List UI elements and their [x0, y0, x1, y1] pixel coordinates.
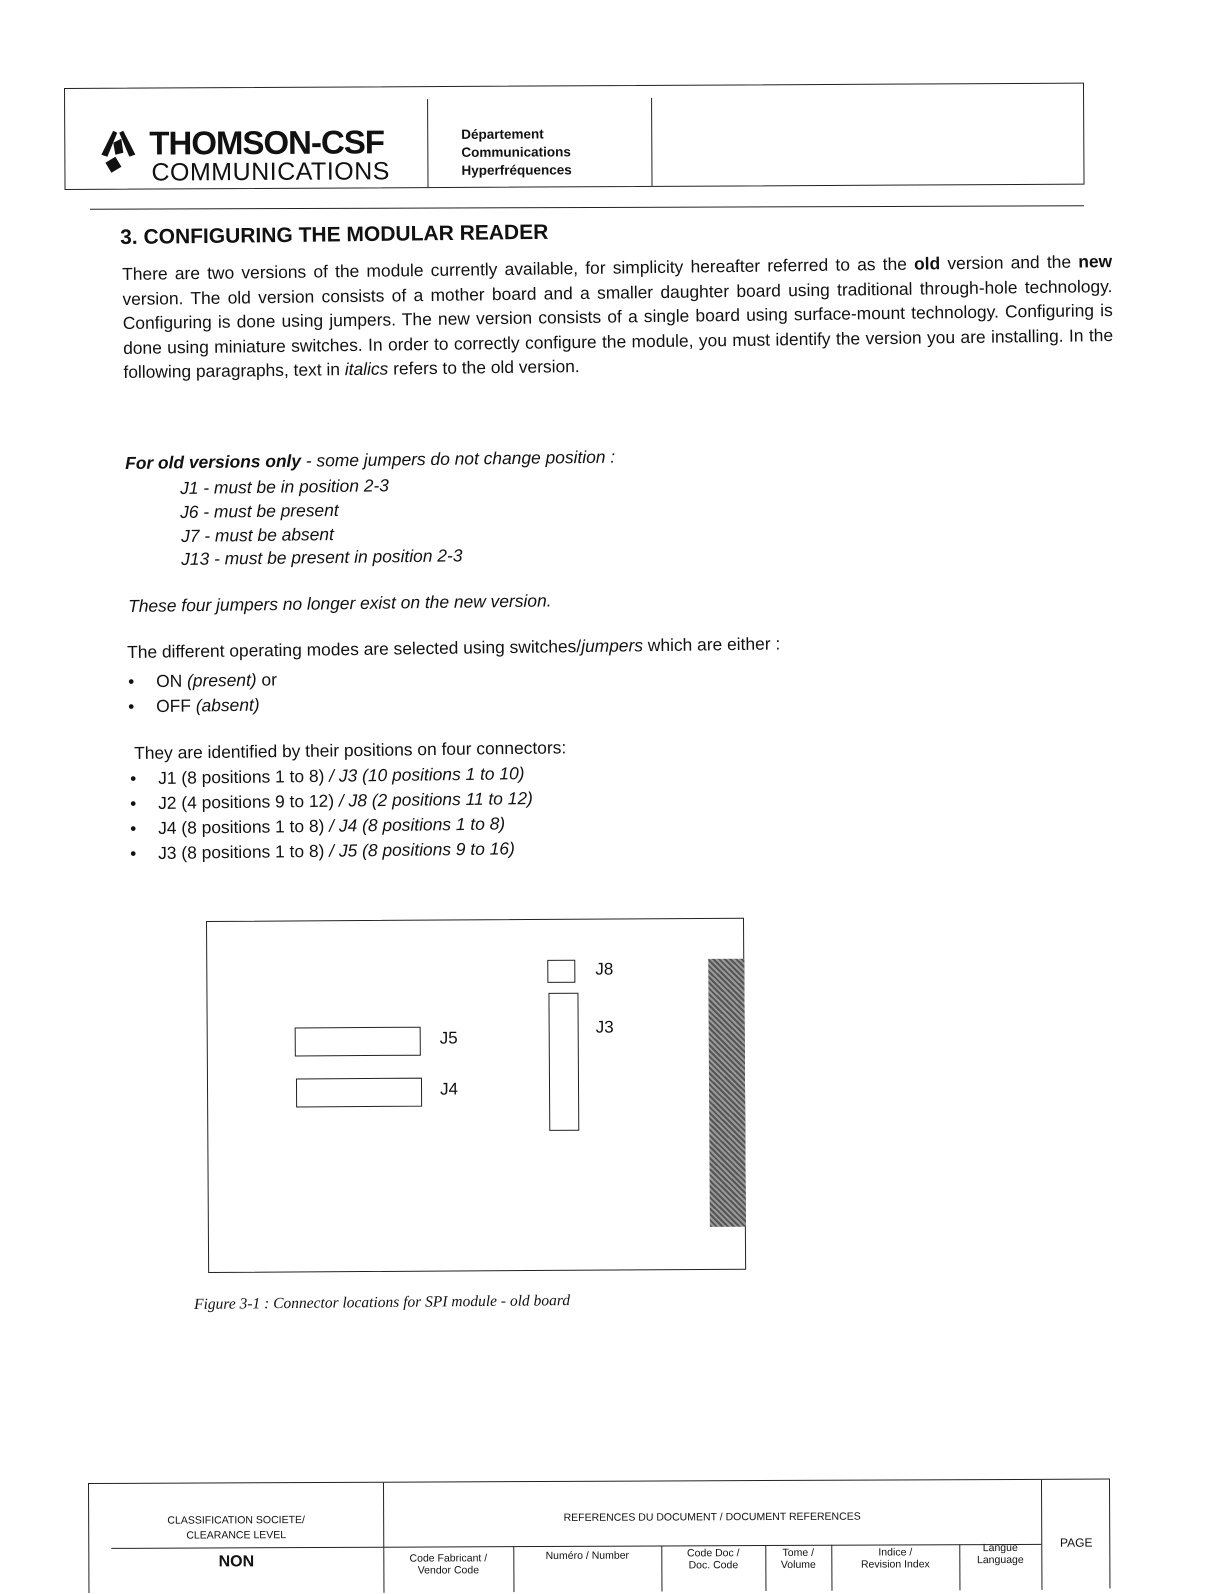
- thomson-logo-icon: [99, 127, 143, 179]
- connector-item: [158, 838, 515, 864]
- connector-normal: J1 (8 positions 1 to 8): [158, 765, 330, 788]
- old-versions-bold: For old versions only: [125, 450, 302, 473]
- old-versions-note: [125, 447, 615, 474]
- jumper-item: J13 - must be present in position 2-3: [181, 545, 463, 569]
- intro-text: refers to the old version.: [388, 356, 580, 379]
- intro-italics-word: italics: [344, 358, 389, 380]
- intro-text: version and the: [940, 251, 1079, 274]
- connector-italic: / J4 (8 positions 1 to 8): [329, 813, 506, 836]
- board-diagram: [206, 918, 746, 1273]
- old-versions-rest: - some jumpers do not change position :: [300, 446, 616, 471]
- mode-on-item: [156, 669, 277, 692]
- jumper-item: J7 - must be absent: [181, 524, 334, 546]
- department-line: Département: [461, 126, 544, 142]
- modes-text: The different operating modes are selected using switches/: [127, 636, 582, 662]
- mode-off-text: OFF: [156, 695, 196, 716]
- document-header: [64, 83, 1085, 190]
- clearance-level-label: CLASSIFICATION SOCIETE/ CLEARANCE LEVEL: [167, 1514, 305, 1542]
- connector-normal: J3 (8 positions 1 to 8): [158, 840, 330, 863]
- company-name: THOMSON-CSF: [149, 123, 385, 162]
- label-j3: J3: [595, 1017, 614, 1037]
- department-line: Hyperfréquences: [461, 162, 572, 178]
- vendor-code-label: Code Fabricant / Vendor Code: [409, 1552, 488, 1577]
- connector-item: [158, 813, 505, 839]
- mode-off-italic: (absent): [195, 694, 260, 716]
- connector-normal: J2 (4 positions 9 to 12): [158, 790, 340, 813]
- clearance-level-value: NON: [218, 1553, 255, 1571]
- department-line: Communications: [461, 144, 571, 160]
- label-j8: J8: [595, 959, 614, 979]
- figure-caption: Figure 3-1 : Connector locations for SPI module - old board: [194, 1292, 571, 1313]
- connector-j5: [295, 1027, 421, 1057]
- mode-on-tail: or: [256, 669, 278, 690]
- connector-italic: / J5 (8 positions 9 to 16): [329, 838, 515, 861]
- company-subtitle: COMMUNICATIONS: [151, 157, 390, 187]
- connector-item: [158, 788, 533, 814]
- document-reference-table: [88, 1479, 1110, 1593]
- language-label: Langue Language: [976, 1541, 1024, 1567]
- connector-j8: [547, 960, 575, 983]
- volume-label: Tome / Volume: [780, 1546, 816, 1571]
- intro-paragraph: [122, 249, 1114, 384]
- no-longer-note: These four jumpers no longer exist on the new version.: [128, 590, 552, 616]
- connector-j4: [296, 1078, 422, 1108]
- intro-text: version. The old version consists of a mother board and a smaller daughter board using traditional through-hole technology. Configuring is done using jumpers. The new version consists of a single board using surface-mount technology. Configuring is done using miniature switches. In order to correctly configure the module, you must identify the version you are installing. In the following paragraphs, text in: [122, 275, 1114, 382]
- label-j5: J5: [439, 1028, 458, 1048]
- connector-j3: [548, 993, 579, 1131]
- connector-item: [158, 763, 525, 789]
- department-cell: [427, 98, 652, 187]
- jumper-item: J6 - must be present: [180, 499, 339, 522]
- doc-code-label: Code Doc / Doc. Code: [687, 1547, 740, 1572]
- connector-normal: J4 (8 positions 1 to 8): [158, 815, 330, 838]
- label-j4: J4: [439, 1079, 459, 1099]
- mode-off-item: [156, 695, 260, 717]
- modes-italic: jumpers: [580, 635, 644, 657]
- divider: [111, 1547, 383, 1549]
- connector-italic: / J8 (2 positions 11 to 12): [338, 788, 533, 811]
- number-label: Numéro / Number: [545, 1549, 630, 1563]
- header-rule: [90, 205, 1084, 209]
- intro-new-bold: new: [1078, 251, 1113, 272]
- intro-text: There are two versions of the module currently available, for simplicity hereafter referred to as the: [122, 253, 915, 284]
- connector-italic: / J3 (10 positions 1 to 10): [329, 763, 525, 786]
- edge-connector: [708, 959, 746, 1227]
- divider: [1041, 1480, 1042, 1590]
- page-label: PAGE: [1060, 1535, 1093, 1550]
- identified-sentence: They are identified by their positions on four connectors:: [134, 737, 567, 763]
- intro-old-bold: old: [913, 253, 941, 274]
- section-title: 3. CONFIGURING THE MODULAR READER: [120, 220, 549, 249]
- jumper-item: J1 - must be in position 2-3: [180, 475, 390, 498]
- modes-sentence: [127, 633, 780, 663]
- logo-cell: [65, 99, 428, 189]
- revision-index-label: Indice / Revision Index: [860, 1546, 930, 1571]
- doc-references-heading: REFERENCES DU DOCUMENT / DOCUMENT REFERENCES: [563, 1510, 861, 1524]
- mode-on-italic: (present): [186, 669, 257, 691]
- modes-text: which are either :: [642, 633, 781, 656]
- mode-on-text: ON: [156, 670, 188, 691]
